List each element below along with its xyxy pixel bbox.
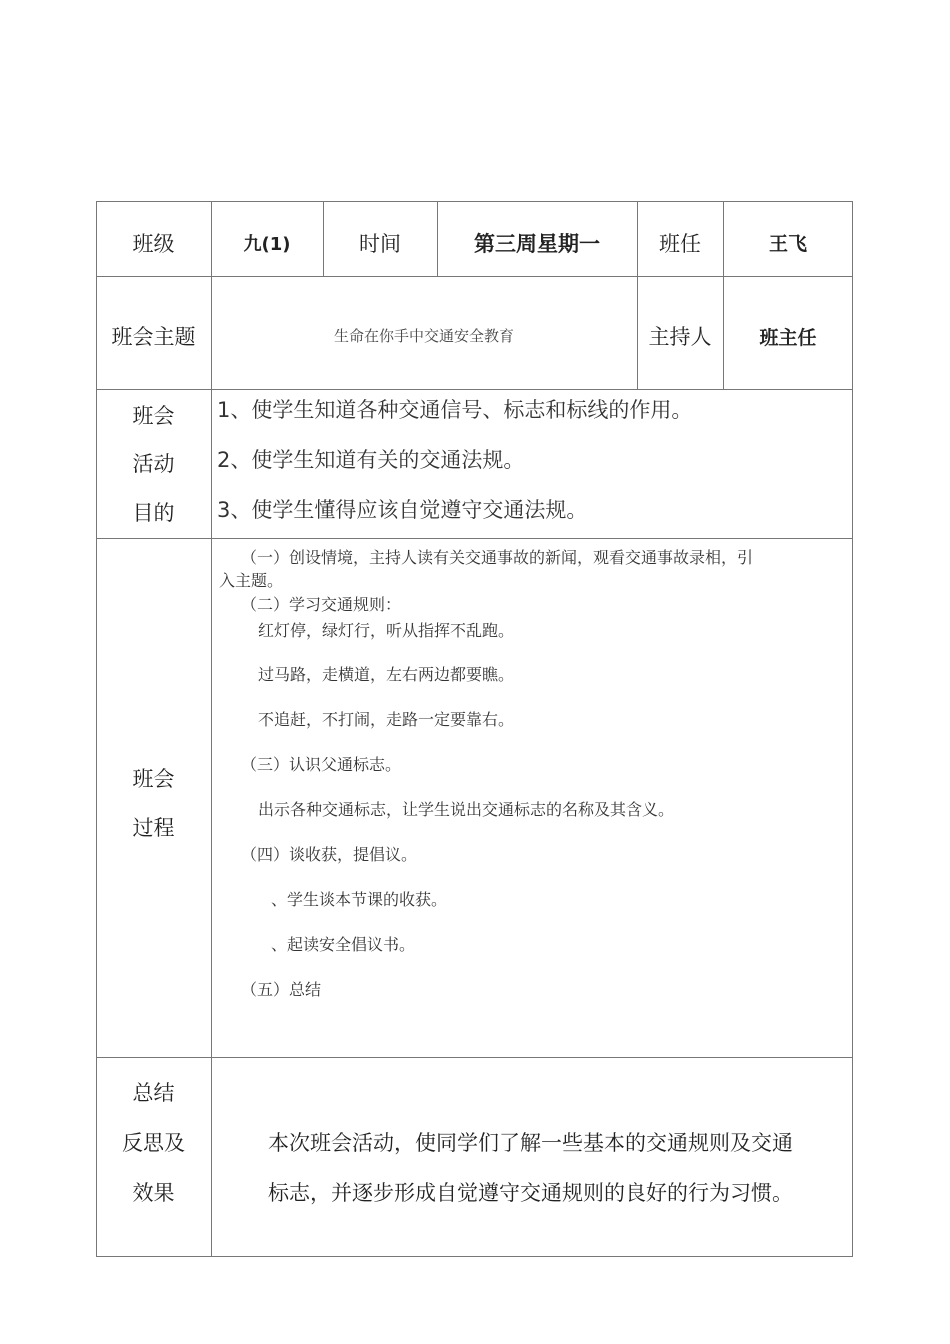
goal-item: 1、使学生知道各种交通信号、标志和标线的作用。 [217,398,693,422]
summary-label-line: 效果 [132,1181,175,1205]
process-line: （二）学习交通规则： [241,595,402,614]
teacher-value: 王飞 [768,233,807,255]
summary-label-line: 总结 [132,1081,175,1105]
goal-item: 3、使学生懂得应该自觉遵守交通法规。 [217,498,588,522]
class-label: 班级 [132,232,175,256]
process-line: （五）总结 [241,980,322,999]
time-value: 第三周星期一 [474,232,600,256]
goals-label-line: 目的 [132,501,175,525]
summary-text-line: 本次班会活动，使同学们了解一些基本的交通规则及交通 [268,1131,793,1155]
summary-text-line: 标志，并逐步形成自觉遵守交通规则的良好的行为习惯。 [268,1181,793,1205]
summary-label-line: 反思及 [122,1131,185,1155]
process-line: （四）谈收获，提倡议。 [241,845,418,864]
teacher-label: 班任 [659,232,701,256]
class-value: 九(1) [243,234,291,255]
goals-label-line: 班会 [132,404,175,428]
process-line: （一）创设情境，主持人读有关交通事故的新闻，观看交通事故录相，引 [241,548,754,567]
row-divider [96,276,853,277]
process-line: 、学生谈本节课的收获。 [271,890,448,909]
process-line: 出示各种交通标志，让学生说出交通标志的名称及其含义。 [258,800,675,819]
goal-item: 2、使学生知道有关的交通法规。 [217,448,525,472]
host-label: 主持人 [648,325,712,349]
column-divider [211,201,212,1257]
process-line: 入主题。 [219,571,284,590]
goals-label-line: 活动 [132,452,175,476]
theme-label: 班会主题 [111,325,196,349]
row-divider [96,389,853,390]
process-line: （三）认识父通标志。 [241,755,402,774]
row-divider [96,538,853,539]
row-divider [96,1057,853,1058]
time-label: 时间 [359,232,401,256]
host-value: 班主任 [759,327,817,349]
process-line: 不追赶，不打闹，走路一定要靠右。 [258,710,515,729]
process-label-line: 过程 [132,816,175,840]
theme-value: 生命在你手中交通安全教育 [333,327,514,345]
process-line: 红灯停，绿灯行，听从指挥不乱跑。 [258,621,515,640]
process-label-line: 班会 [132,767,175,791]
process-line: 、起读安全倡议书。 [271,935,416,954]
process-line: 过马路，走横道，左右两边都要瞧。 [258,665,515,684]
